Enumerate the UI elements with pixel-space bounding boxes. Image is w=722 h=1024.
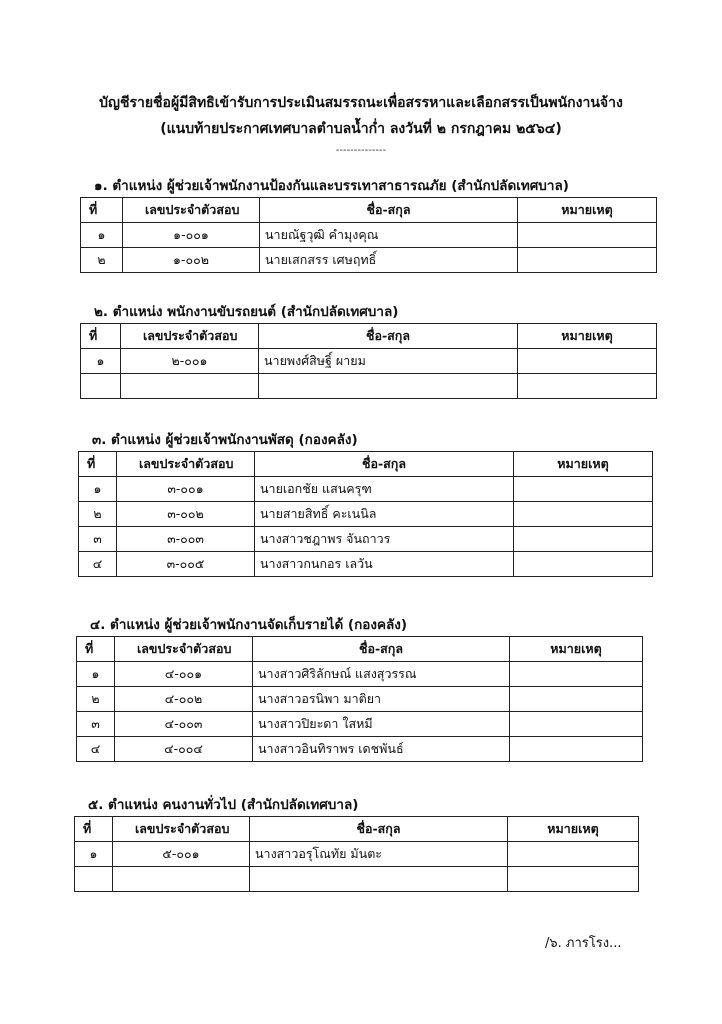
cell-no: ๔ (79, 552, 117, 577)
table-row (81, 223, 657, 248)
header-no: ที่ (77, 637, 115, 662)
cell-no: ๑ (81, 349, 121, 374)
cell-name (250, 867, 508, 892)
cell-exam-id: ๔-๐๐๑ (115, 662, 253, 687)
table-row (81, 349, 657, 374)
header-name: ชื่อ-สกุล (260, 198, 518, 223)
header-name: ชื่อ-สกุล (250, 817, 508, 842)
cell-name: นางสาวอรนิพา มาติยา (253, 687, 510, 712)
section-1 (80, 175, 657, 273)
cell-name: นางสาวอรุโณทัย มันตะ (250, 842, 508, 867)
section-heading: ๓. ตำแหน่ง ผู้ช่วยเจ้าพนักงานพัสดุ (กองคลัง) (92, 432, 358, 448)
header-exam-id: เลขประจำตัวสอบ (115, 637, 253, 662)
cell-exam-id (113, 867, 250, 892)
cell-name: นายสายสิทธิ์ คะเนนิล (255, 502, 514, 527)
table-row (79, 502, 653, 527)
table-header-row (81, 198, 657, 223)
section-heading: ๕. ตำแหน่ง คนงานทั่วไป (สำนักปลัดเทศบาล) (88, 797, 359, 813)
next-page-note: /๖. ภารโรง... (545, 936, 622, 951)
table-row (77, 687, 643, 712)
header-name: ชื่อ-สกุล (253, 637, 510, 662)
cell-no: ๒ (81, 248, 123, 273)
table-row (77, 737, 643, 762)
cell-name: นายเอกชัย แสนครุฑ (255, 477, 514, 502)
cell-exam-id: ๔-๐๐๔ (115, 737, 253, 762)
cell-exam-id: ๓-๐๐๕ (117, 552, 255, 577)
cell-exam-id: ๒-๐๐๑ (121, 349, 259, 374)
cell-name (259, 374, 518, 399)
header-remark: หมายเหตุ (518, 198, 657, 223)
table-header-row (77, 637, 643, 662)
cell-exam-id (121, 374, 259, 399)
cell-no: ๒ (79, 502, 117, 527)
cell-no (75, 867, 113, 892)
cell-no: ๒ (77, 687, 115, 712)
cell-remark (518, 223, 657, 248)
cell-remark (510, 712, 643, 737)
table-row (81, 374, 657, 399)
cell-name: นายเสกสรร เศษฤทธิ์ (260, 248, 518, 273)
cell-no: ๔ (77, 737, 115, 762)
table-row (79, 527, 653, 552)
header-exam-id: เลขประจำตัวสอบ (123, 198, 260, 223)
header-no: ที่ (79, 452, 117, 477)
cell-remark (514, 552, 653, 577)
header-remark: หมายเหตุ (514, 452, 653, 477)
table-row (77, 712, 643, 737)
cell-remark (514, 502, 653, 527)
cell-remark (510, 662, 643, 687)
section-heading: ๑. ตำแหน่ง ผู้ช่วยเจ้าพนักงานป้องกันและบรรเทาสาธารณภัย (สำนักปลัดเทศบาล) (94, 178, 569, 194)
cell-name: นายพงศ์สิษฐิ์ ผายม (259, 349, 518, 374)
table-row (81, 248, 657, 273)
cell-no: ๑ (77, 662, 115, 687)
cell-no: ๓ (77, 712, 115, 737)
table-row (75, 842, 639, 867)
cell-exam-id: ๑-๐๐๒ (123, 248, 260, 273)
section-3 (78, 429, 653, 577)
table-header-row (79, 452, 653, 477)
cell-name: นางสาวปิยะดา ใสหมี (253, 712, 510, 737)
cell-remark (508, 867, 639, 892)
header-remark: หมายเหตุ (508, 817, 639, 842)
cell-exam-id: ๓-๐๐๑ (117, 477, 255, 502)
cell-no: ๑ (75, 842, 113, 867)
cell-name: นางสาวกนกอร เลวัน (255, 552, 514, 577)
table-row (79, 477, 653, 502)
header-exam-id: เลขประจำตัวสอบ (117, 452, 255, 477)
header-name: ชื่อ-สกุล (255, 452, 514, 477)
table-row (77, 662, 643, 687)
table-row (75, 867, 639, 892)
cell-name: นายณัฐวุฒิ คำมุงคุณ (260, 223, 518, 248)
cell-name: นางสาวศิริลักษณ์ แสงสุวรรณ (253, 662, 510, 687)
header-no: ที่ (81, 198, 123, 223)
cell-exam-id: ๑-๐๐๑ (123, 223, 260, 248)
cell-no: ๓ (79, 527, 117, 552)
candidate-table (74, 816, 639, 892)
section-4 (76, 614, 643, 762)
candidate-table (80, 197, 657, 273)
header-exam-id: เลขประจำตัวสอบ (121, 324, 259, 349)
cell-no (81, 374, 121, 399)
table-header-row (81, 324, 657, 349)
cell-exam-id: ๕-๐๐๑ (113, 842, 250, 867)
header-exam-id: เลขประจำตัวสอบ (113, 817, 250, 842)
cell-remark (510, 687, 643, 712)
table-header-row (75, 817, 639, 842)
header-remark: หมายเหตุ (518, 324, 657, 349)
cell-name: นางสาวอินทิราพร เดชพันธ์ (253, 737, 510, 762)
title-divider: -------------- (335, 145, 387, 156)
header-remark: หมายเหตุ (510, 637, 643, 662)
cell-remark (508, 842, 639, 867)
candidate-table (76, 636, 643, 762)
section-heading: ๔. ตำแหน่ง ผู้ช่วยเจ้าพนักงานจัดเก็บรายได้ (กองคลัง) (90, 617, 408, 633)
cell-no: ๑ (79, 477, 117, 502)
cell-remark (518, 349, 657, 374)
cell-exam-id: ๓-๐๐๓ (117, 527, 255, 552)
header-name: ชื่อ-สกุล (259, 324, 518, 349)
cell-remark (514, 527, 653, 552)
cell-exam-id: ๔-๐๐๒ (115, 687, 253, 712)
document-subtitle: (แนบท้ายประกาศเทศบาลตำบลน้ำก่ำ ลงวันที่ ๒ กรกฎาคม ๒๕๖๔) (160, 121, 562, 137)
header-no: ที่ (81, 324, 121, 349)
cell-remark (518, 248, 657, 273)
cell-exam-id: ๔-๐๐๓ (115, 712, 253, 737)
candidate-table (78, 451, 653, 577)
header-no: ที่ (75, 817, 113, 842)
cell-exam-id: ๓-๐๐๒ (117, 502, 255, 527)
cell-no: ๑ (81, 223, 123, 248)
cell-remark (518, 374, 657, 399)
cell-remark (514, 477, 653, 502)
document-title: บัญชีรายชื่อผู้มีสิทธิเข้ารับการประเมินสมรรถนะเพื่อสรรหาและเลือกสรรเป็นพนักงานจ้าง (99, 95, 623, 111)
cell-remark (510, 737, 643, 762)
section-heading: ๒. ตำแหน่ง พนักงานขับรถยนต์ (สำนักปลัดเทศบาล) (94, 304, 399, 320)
section-2 (80, 301, 657, 399)
table-row (79, 552, 653, 577)
cell-name: นางสาวชฎาพร จันถาวร (255, 527, 514, 552)
candidate-table (80, 323, 657, 399)
section-5 (74, 794, 639, 892)
